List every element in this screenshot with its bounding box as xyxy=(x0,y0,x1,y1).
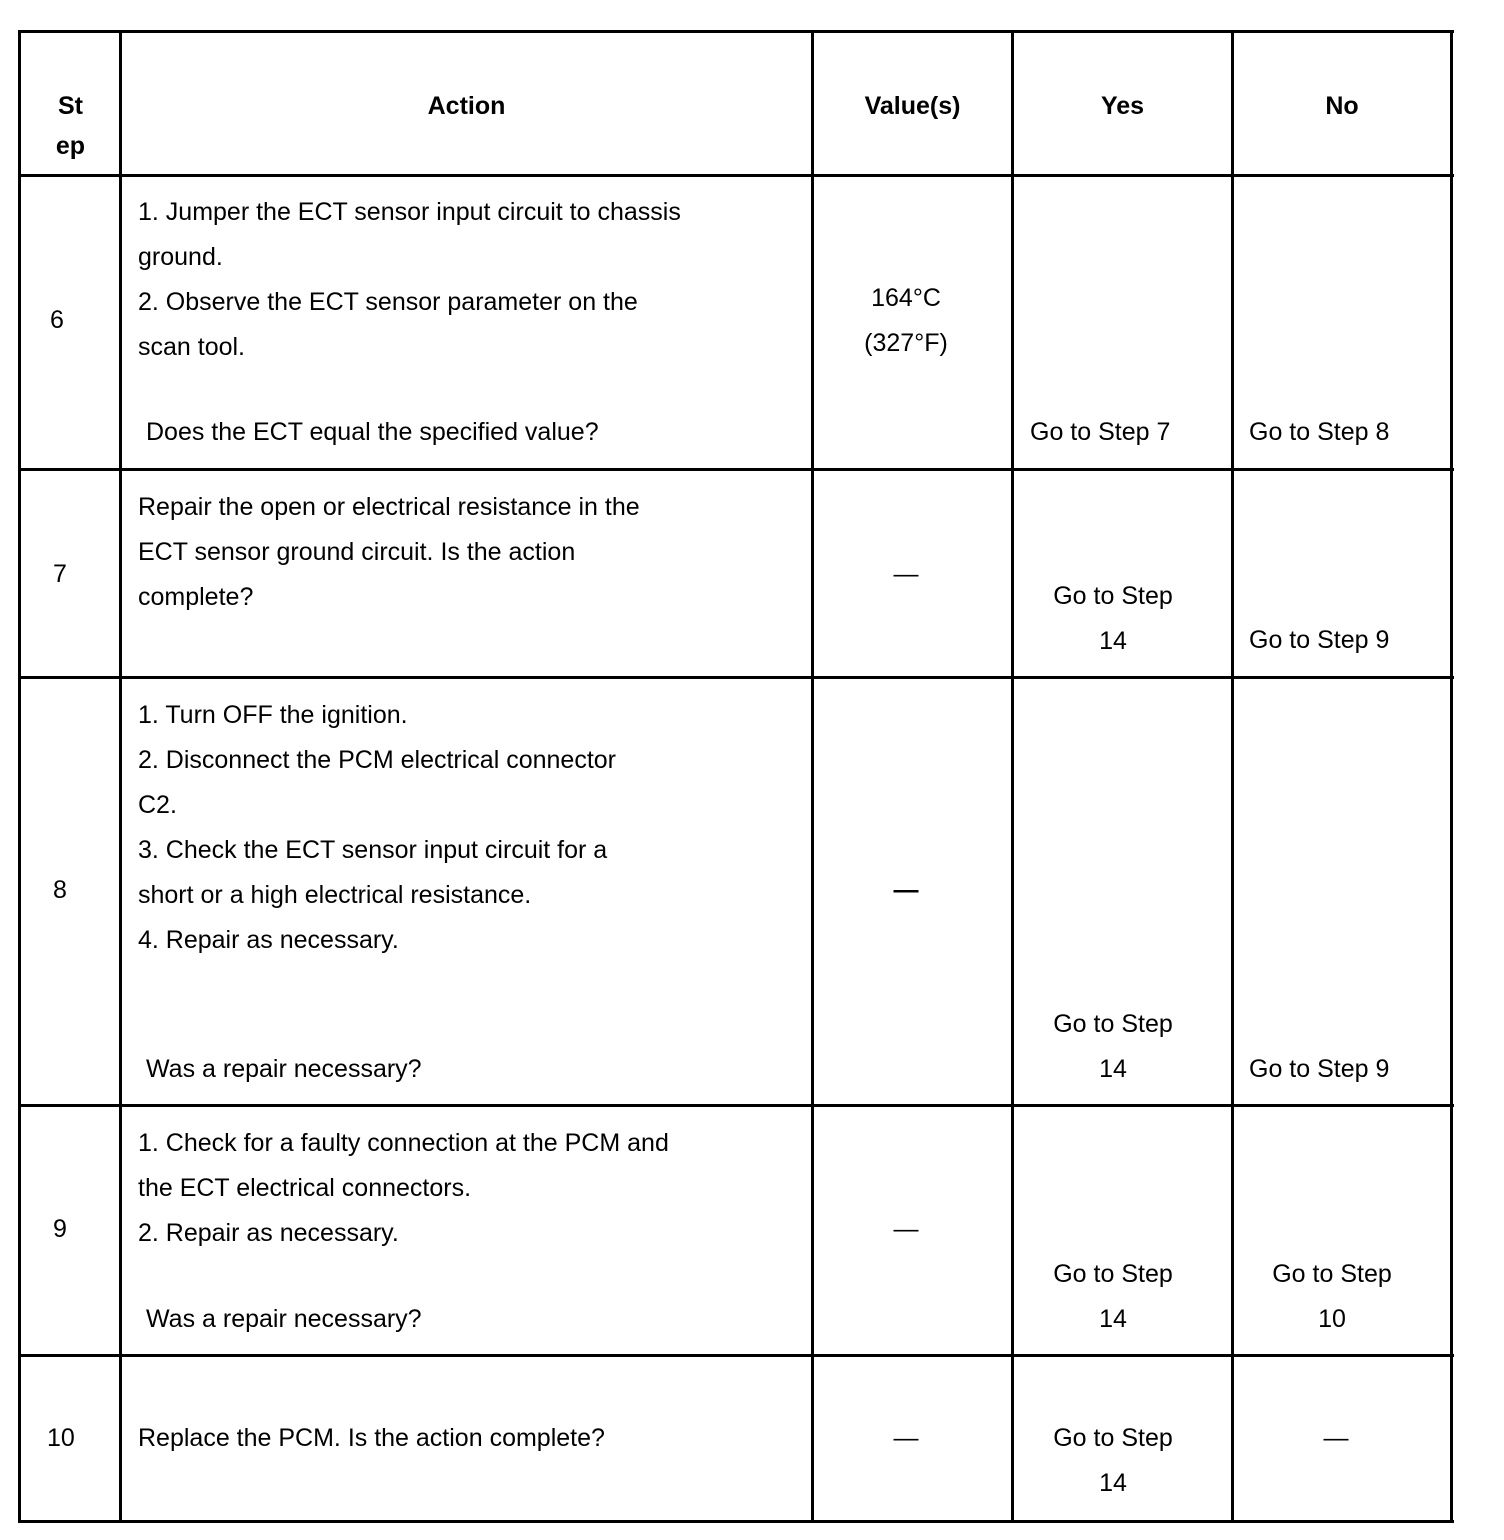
action-line: 3. Check the ECT sensor input circuit for a xyxy=(138,836,608,864)
action-line: complete? xyxy=(138,583,254,611)
table-border-bottom xyxy=(18,1520,1454,1523)
action-question: Was a repair necessary? xyxy=(146,1305,422,1333)
step-number: 10 xyxy=(47,1424,75,1452)
action-text xyxy=(138,1121,669,1256)
step-number: 6 xyxy=(50,306,64,334)
col-divider xyxy=(119,30,122,1523)
value-text: — xyxy=(893,560,919,588)
action-line: ground. xyxy=(138,243,223,271)
action-text xyxy=(138,1416,605,1461)
action-text xyxy=(138,693,616,963)
value-text: — xyxy=(893,1215,919,1243)
yes-line: 14 xyxy=(1099,1305,1127,1333)
action-line: scan tool. xyxy=(138,333,246,361)
no-line: 10 xyxy=(1318,1305,1346,1333)
no-line: Go to Step xyxy=(1272,1260,1392,1288)
header-yes: Yes xyxy=(1100,92,1145,120)
yes-destination xyxy=(1003,1252,1223,1342)
row-divider xyxy=(18,468,1454,471)
header-step-line: ep xyxy=(55,132,86,160)
action-text xyxy=(138,190,681,370)
value-line: 164°C xyxy=(871,284,941,312)
action-line: 1. Jumper the ECT sensor input circuit to chassis xyxy=(138,198,681,226)
action-line: the ECT electrical connectors. xyxy=(138,1174,472,1202)
no-destination: Go to Step 8 xyxy=(1249,418,1390,446)
action-line: 2. Disconnect the PCM electrical connector xyxy=(138,746,616,774)
step-number: 7 xyxy=(53,560,67,588)
col-divider xyxy=(18,30,21,1523)
value-line: (327°F) xyxy=(864,329,948,357)
action-line: ECT sensor ground circuit. Is the action xyxy=(138,538,576,566)
value-text: — xyxy=(893,876,919,904)
action-line: 4. Repair as necessary. xyxy=(138,926,399,954)
yes-line: 14 xyxy=(1099,1469,1127,1497)
action-line: 1. Check for a faulty connection at the PCM and xyxy=(138,1129,669,1157)
action-line: Repair the open or electrical resistance in the xyxy=(138,493,640,521)
yes-line: Go to Step xyxy=(1053,1010,1173,1038)
row-divider xyxy=(18,174,1454,177)
header-values: Value(s) xyxy=(864,92,961,120)
action-line: Replace the PCM. Is the action complete? xyxy=(138,1424,605,1452)
col-divider xyxy=(811,30,814,1523)
yes-destination xyxy=(1003,1416,1223,1506)
row-divider xyxy=(18,1104,1454,1107)
header-step-line: St xyxy=(58,92,83,120)
no-destination: Go to Step 9 xyxy=(1249,1055,1390,1083)
header-action: Action xyxy=(427,92,506,120)
col-divider xyxy=(1450,30,1453,1523)
yes-destination xyxy=(1003,574,1223,664)
action-line: C2. xyxy=(138,791,177,819)
step-number: 8 xyxy=(53,876,67,904)
yes-destination: Go to Step 7 xyxy=(1030,418,1171,446)
no-destination: — xyxy=(1323,1424,1349,1452)
row-divider xyxy=(18,676,1454,679)
no-destination: Go to Step 9 xyxy=(1249,626,1390,654)
step-number: 9 xyxy=(53,1215,67,1243)
yes-line: 14 xyxy=(1099,1055,1127,1083)
header-step xyxy=(22,86,119,166)
header-no: No xyxy=(1325,92,1359,120)
yes-line: Go to Step xyxy=(1053,1260,1173,1288)
value-text xyxy=(806,276,1006,366)
no-destination xyxy=(1222,1252,1442,1342)
yes-line: Go to Step xyxy=(1053,1424,1173,1452)
action-line: 2. Observe the ECT sensor parameter on the xyxy=(138,288,638,316)
yes-line: Go to Step xyxy=(1053,582,1173,610)
action-line: short or a high electrical resistance. xyxy=(138,881,532,909)
yes-destination xyxy=(1003,1002,1223,1092)
action-question: Was a repair necessary? xyxy=(146,1055,422,1083)
value-text: — xyxy=(893,1424,919,1452)
table-border-top xyxy=(18,30,1454,33)
action-line: 1. Turn OFF the ignition. xyxy=(138,701,408,729)
row-divider xyxy=(18,1354,1454,1357)
action-text xyxy=(138,485,640,620)
action-question: Does the ECT equal the specified value? xyxy=(146,418,599,446)
action-line: 2. Repair as necessary. xyxy=(138,1219,399,1247)
yes-line: 14 xyxy=(1099,627,1127,655)
